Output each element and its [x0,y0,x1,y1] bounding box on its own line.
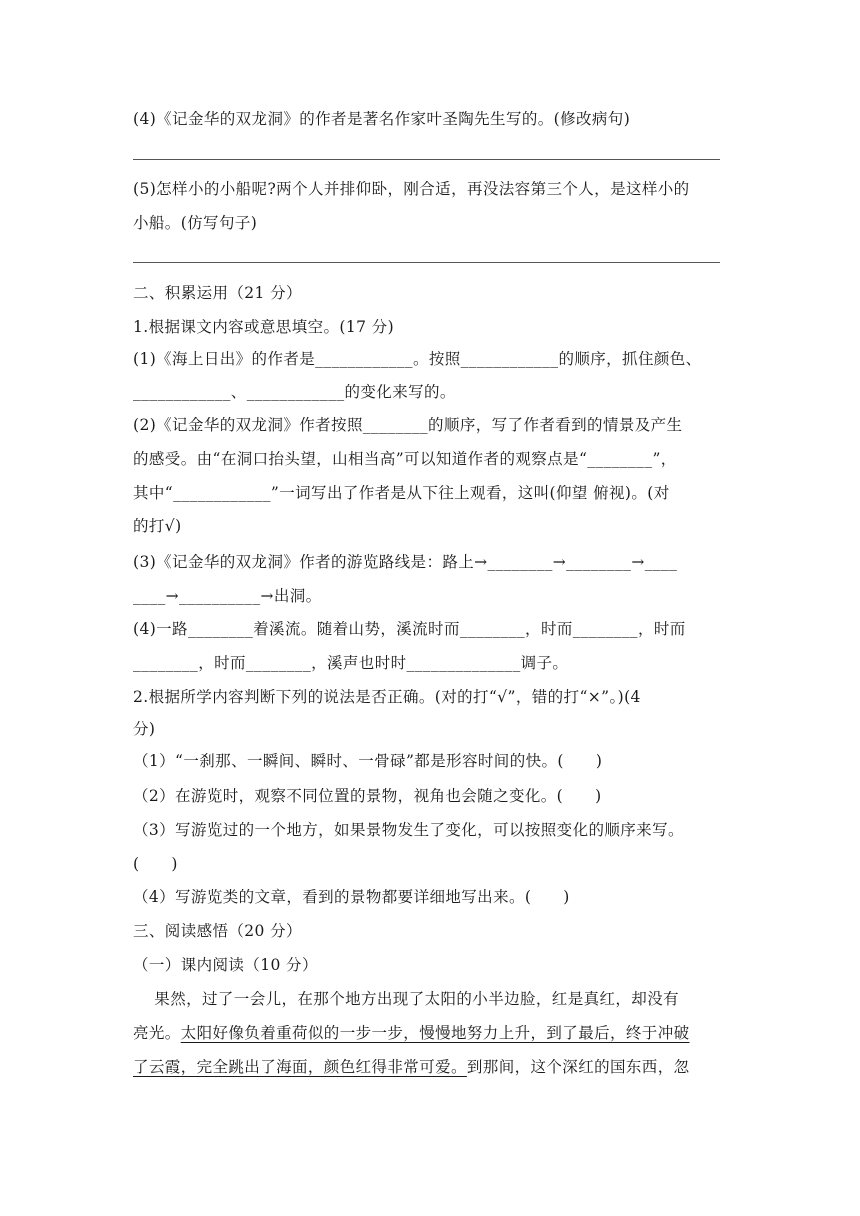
s2-q1-2-line3: 其中“____________”一词写出了作者是从下往上观看，这叫(仰望 俯视)。(对 [133,484,670,502]
s2-q1-3-line1: (3)《记金华的双龙洞》作者的游览路线是：路上→________→________→____ [133,553,678,571]
s2-q1-2-line4: 的打√) [133,517,182,535]
s2-q1-4-line1: (4)一路________着溪流。随着山势，溪流时而________，时而________，时而 [133,620,686,638]
s2-q1-1-line2: ____________、____________的变化来写的。 [133,383,456,401]
s2-q1-3-line2: ____→__________→出洞。 [133,587,322,605]
section-3-heading: 三、阅读感悟（20 分） [133,922,302,940]
underlined-sentence: 太阳好像负着重荷似的一步一步，慢慢地努力上升，到了最后，终于冲破 [180,1024,690,1042]
s2-q1-2-line1: (2)《记金华的双龙洞》作者按照________的顺序，写了作者看到的情景及产生 [133,416,683,434]
question-5-text-line2: 小船。(仿写句子) [133,214,258,232]
s2-q2-item3-line2: ( ) [133,855,178,873]
s2-q2-line2: 分) [133,720,156,738]
answer-line[interactable] [133,159,720,160]
s2-q2-item2: （2）在游览时，观察不同位置的景物，视角也会随之变化。( ) [133,787,602,805]
question-5-text-line1: (5)怎样小的小船呢?两个人并排仰卧，刚合适，再没法容第三个人，是这样小的 [133,180,690,198]
s3-part1-heading: （一）课内阅读（10 分） [133,956,318,974]
passage-text: 到那间，这个深红的国东西，忽 [466,1058,690,1076]
passage-line3 [133,1056,690,1078]
s2-q1-4-line2: ________，时而________，溪声也时时______________调子。 [133,654,569,672]
passage-text: 亮光。 [133,1024,181,1042]
answer-line[interactable] [133,262,720,263]
s2-q2-item4: （4）写游览类的文章，看到的景物都要详细地写出来。( ) [133,888,570,906]
section-2-heading: 二、积累运用（21 分） [133,284,302,302]
s2-q1-2-line2: 的感受。由“在洞口抬头望，山相当高”可以知道作者的观察点是“________”， [133,450,677,468]
underlined-sentence: 了云霞，完全跳出了海面，颜色红得非常可爱。 [133,1058,467,1076]
s2-q1-heading: 1.根据课文内容或意思填空。(17 分) [133,318,395,336]
s2-q2-item1: （1）“一刹那、一瞬间、瞬时、一骨碌”都是形容时间的快。( ) [133,752,603,770]
passage-line1: 果然，过了一会儿，在那个地方出现了太阳的小半边脸，红是真红，却没有 [133,990,680,1008]
s2-q2-line1: 2.根据所学内容判断下列的说法是否正确。(对的打“√”，错的打“×”。)(4 [133,688,641,706]
passage-line2 [133,1022,690,1044]
s2-q1-1-line1: (1)《海上日出》的作者是____________。按照____________的顺序，抓住颜色、 [133,350,702,368]
question-4-text: (4)《记金华的双龙洞》的作者是著名作家叶圣陶先生写的。(修改病句) [133,110,631,128]
s2-q2-item3-line1: （3）写游览过的一个地方，如果景物发生了变化，可以按照变化的顺序来写。 [133,821,684,839]
